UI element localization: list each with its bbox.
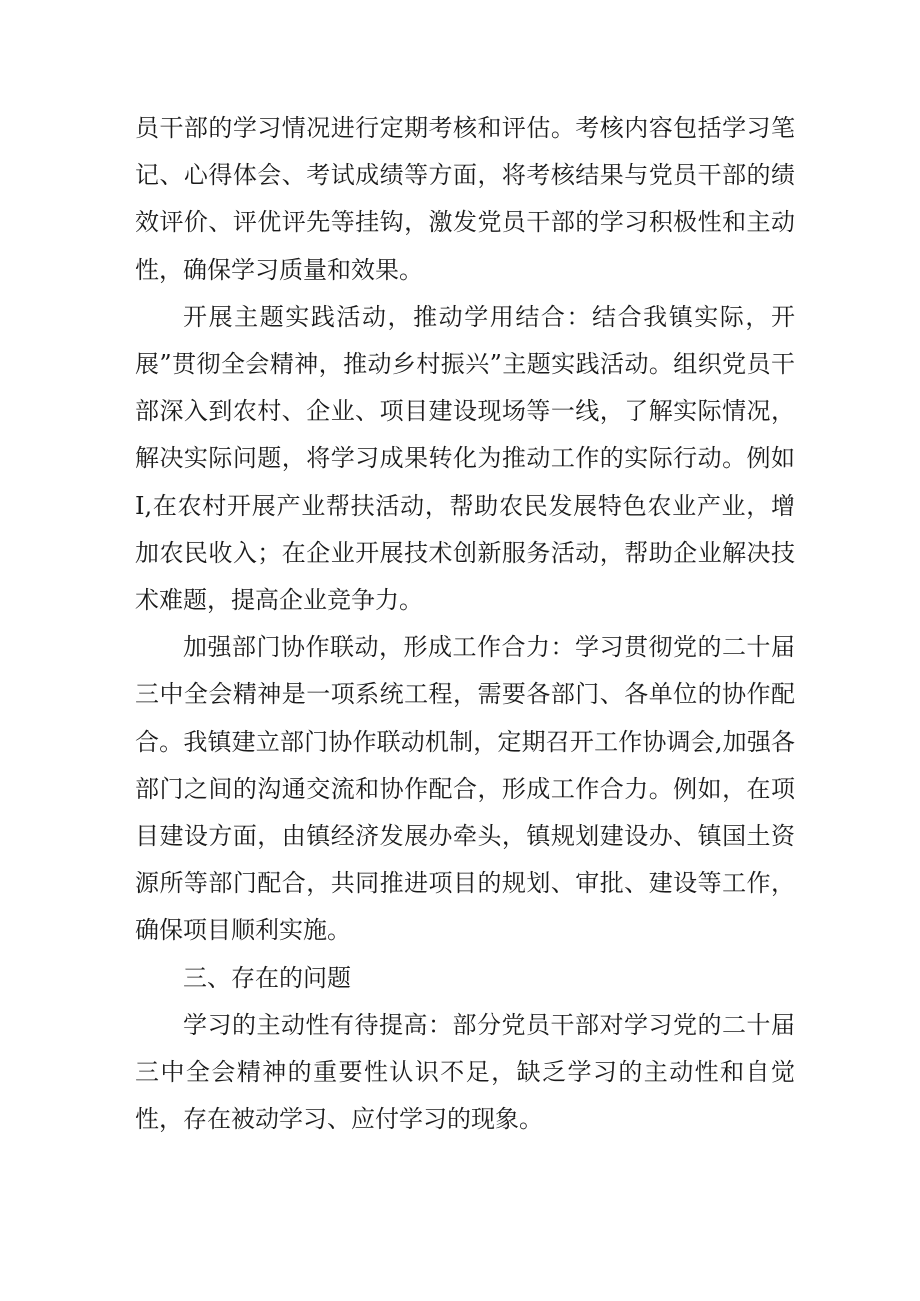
paragraph-department-cooperation: 加强部门协作联动，形成工作合力：学习贯彻党的二十届三中全会精神是一项系统工程，需要各部门、各单位的协作配合。我镇建立部门协作联动机制，定期召开工作协调会,加强各部门之间的沟通交流和协作配合，形成工作合力。例如，在项目建设方面，由镇经济发展办牵头，镇规划建设办、镇国土资源所等部门配合，共同推进项目的规划、审批、建设等工作，确保项目顺利实施。 <box>135 633 795 945</box>
paragraph-practice-activities: 开展主题实践活动，推动学用结合：结合我镇实际，开展”贯彻全会精神，推动乡村振兴”主题实践活动。组织党员干部深入到农村、企业、项目建设现场等一线，了解实际情况，解决实际问题，将学习成果转化为推动工作的实际行动。例如I,在农村开展产业帮扶活动，帮助农民发展特色农业产业，增加农民收入；在企业开展技术创新服务活动，帮助企业解决技术难题，提高企业竞争力。 <box>135 302 795 615</box>
paragraph-assessment-continuation: 员干部的学习情况进行定期考核和评估。考核内容包括学习笔记、心得体会、考试成绩等方面，将考核结果与党员干部的绩效评价、评优评先等挂钩，激发党员干部的学习积极性和主动性，确保学习质量和效果。 <box>135 114 795 284</box>
paragraph-learning-initiative: 学习的主动性有待提高：部分党员干部对学习党的二十届三中全会精神的重要性认识不足，缺乏学习的主动性和自觉性，存在被动学习、应付学习的现象。 <box>135 1010 795 1134</box>
section-heading-existing-problems: 三、存在的问题 <box>183 963 351 992</box>
document-body <box>135 105 795 1143</box>
